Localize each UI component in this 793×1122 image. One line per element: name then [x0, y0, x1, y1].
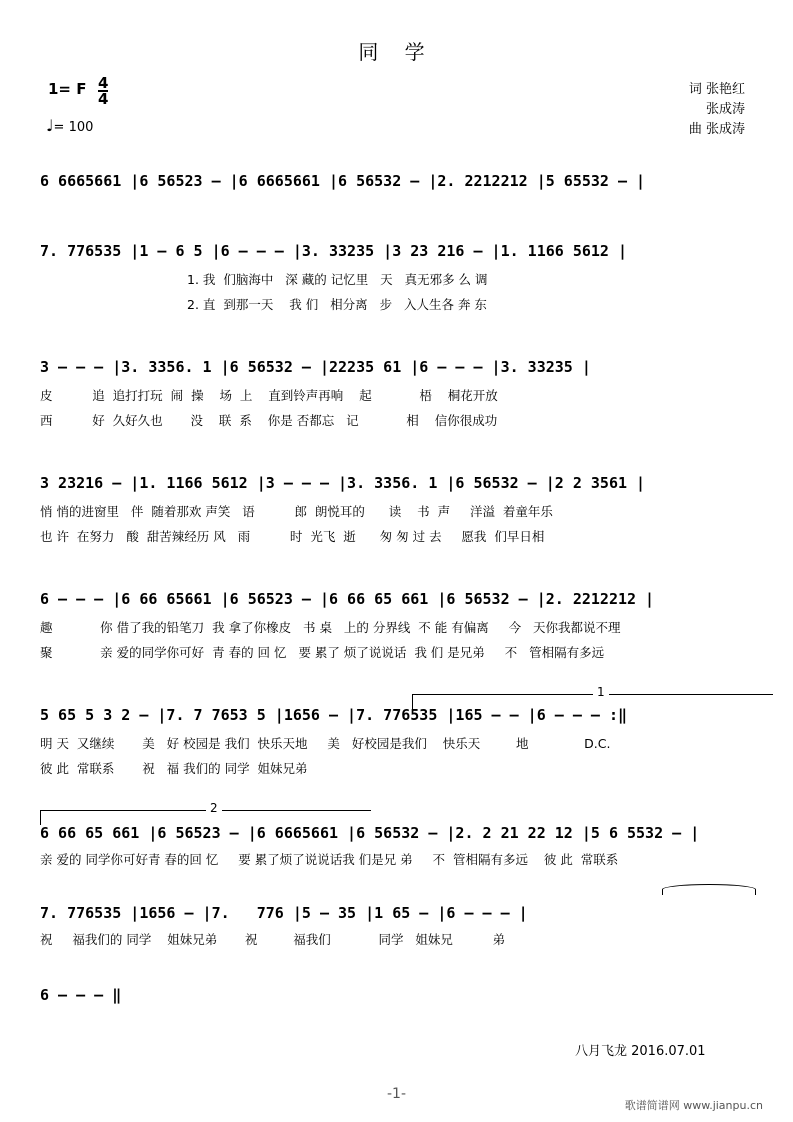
notation-system-9: 6 – – – ‖	[40, 986, 122, 1004]
time-signature-unit: 4	[98, 90, 109, 108]
lyrics-verse1-line5: 明 天 又继续 美 好 校园是 我们 快乐天地 美 好校园是我们 快乐天 地 D.C.	[40, 736, 611, 751]
notation-system-6: 5 65 5 3 2 – |7. 7 7653 5 |1656 – |7. 776535 |165 – – |6 – – – :‖	[40, 706, 627, 724]
notation-system-1: 6 6665661 |6 56523 – |6 6665661 |6 56532 – |2. 2212212 |5 65532 – |	[40, 172, 646, 190]
lyrics-ending-line1: 亲 爱的 同学你可好青 春的回 忆 要 累了烦了说说话我 们是兄 弟 不 管相隔有多远 彼 此 常联系	[40, 852, 619, 867]
site-watermark: 歌谱简谱网 www.jianpu.cn	[624, 1099, 763, 1112]
notation-system-4: 3 23216 – |1. 1166 5612 |3 – – – |3. 3356. 1 |6 56532 – |2 2 3561 |	[40, 474, 646, 492]
composer-credit: 曲 张成涛	[688, 122, 745, 137]
notation-system-3: 3 – – – |3. 3356. 1 |6 56532 – |22235 61 |6 – – – |3. 33235 |	[40, 358, 591, 376]
transcriber-signoff: 八月飞龙 2016.07.01	[575, 1044, 706, 1059]
notation-system-7: 6 66 65 661 |6 56523 – |6 6665661 |6 56532 – |2. 2 21 22 12 |5 6 5532 – |	[40, 824, 700, 842]
tempo-value: = 100	[53, 120, 94, 135]
volta-first-label: 1	[593, 685, 609, 699]
credits-block	[689, 80, 745, 140]
lyrics-ending-line2: 祝 福我们的 同学 姐妹兄弟 祝 福我们 同学 姐妹兄 弟	[40, 932, 506, 947]
lyrics-verse1-line4: 趣 你 借了我的铅笔刀 我 拿了你橡皮 书 桌 上的 分界线 不 能 有偏离 今 天你我都说不理	[40, 620, 621, 635]
notation-system-2: 7. 776535 |1 – 6 5 |6 – – – |3. 33235 |3 23 216 – |1. 1166 5612 |	[40, 242, 627, 260]
page-number: -1-	[386, 1086, 406, 1102]
lyrics-verse1-line3: 悄 悄的进窗里 伴 随着那欢 声笑 语 郎 朗悦耳的 读 书 声 洋溢 着童年乐	[40, 504, 553, 519]
quarter-note-icon: ♩	[46, 116, 54, 135]
notation-system-8: 7. 776535 |1656 – |7. 776 |5 – 35 |1 65 – |6 – – – |	[40, 904, 528, 922]
tempo-marking	[46, 116, 93, 135]
lyrics-verse2-line4: 聚 亲 爱的同学你可好 青 春的 回 忆 要 累了 烦了说说话 我 们 是兄弟 不 管相隔有多远	[40, 645, 605, 660]
lyrics-verse2-line5: 彼 此 常联系 祝 福 我们的 同学 姐妹兄弟	[40, 761, 308, 776]
key-signature	[48, 80, 86, 98]
time-signature-beats: 4	[98, 74, 109, 92]
page-title: 同 学	[358, 40, 435, 64]
lyrics-verse2-line2: 西 好 久好久也 没 联 系 你是 否都忘 记 相 信你很成功	[40, 413, 498, 428]
lyrics-verse2-line1: 2. 直 到那一天 我 们 相分离 步 入人生各 奔 东	[40, 297, 487, 312]
lyricist-credit: 词 张艳红	[688, 82, 745, 97]
lyrics-verse2-line3: 也 许 在努力 酸 甜苦辣经历 风 雨 时 光飞 逝 匆 匆 过 去 愿我 们早日相	[40, 529, 545, 544]
lyrics-verse1-line1: 1. 我 们脑海中 深 藏的 记忆里 天 真无邪多 么 调	[40, 272, 488, 287]
key-label: 1= F	[48, 80, 87, 98]
notation-system-5: 6 – – – |6 66 65661 |6 56523 – |6 66 65 661 |6 56532 – |2. 2212212 |	[40, 590, 655, 608]
volta-second-label: 2	[206, 801, 222, 815]
slur-tie	[662, 884, 756, 895]
lyrics-verse1-line2: 皮 追 追打打玩 闹 操 场 上 直到铃声再响 起 梧 桐花开放	[40, 388, 498, 403]
co-lyricist-credit: 张成涛	[705, 102, 745, 117]
